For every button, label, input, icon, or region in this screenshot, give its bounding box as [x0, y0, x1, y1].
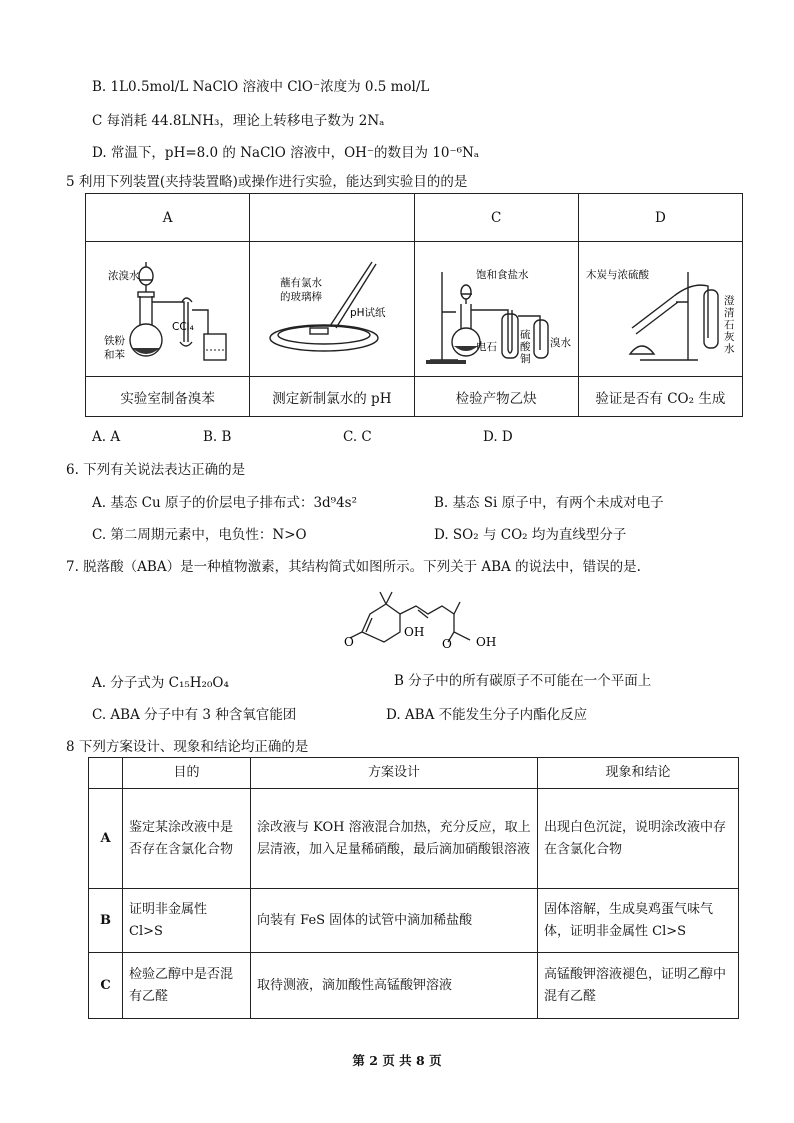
q4-option-c: C 每消耗 44.8LNH₃，理论上转移电子数为 2Nₐ — [92, 113, 385, 129]
q5-header-d: D — [578, 194, 742, 242]
aba-hydroxyl: OH — [404, 625, 425, 639]
aba-structure-diagram — [330, 580, 510, 652]
q7-option-c: C. ABA 分子中有 3 种含氧官能团 — [92, 707, 297, 723]
q5-figure-a — [86, 242, 250, 377]
q5-figure-b — [250, 242, 414, 377]
q8-table — [88, 757, 739, 1019]
q8-row-purpose: 检验乙醇中是否混有乙醛 — [123, 953, 251, 1019]
label-brine: 饱和食盐水 — [476, 269, 529, 281]
q7-stem: 7. 脱落酸（ABA）是一种植物激素，其结构简式如图所示。下列关于 ABA 的说法中，错误的是. — [66, 559, 641, 575]
label-cuso4-3: 铜 — [520, 353, 531, 365]
q5-apparatus-table — [85, 193, 743, 417]
q6-option-b: B. 基态 Si 原子中，有两个未成对电子 — [434, 495, 664, 511]
q7-option-a: A. 分子式为 C₁₅H₂₀O₄ — [92, 675, 229, 691]
q5-caption-c: 检验产物乙炔 — [414, 377, 578, 417]
q4-option-b: B. 1L0.5mol/L NaClO 溶液中 ClO⁻浓度为 0.5 mol/L — [92, 79, 430, 95]
table-row — [89, 789, 739, 889]
page-footer: 第 2 页 共 8 页 — [352, 1053, 442, 1068]
q5-option-b: B. B — [203, 429, 232, 445]
q5-caption-a: 实验室制备溴苯 — [86, 377, 250, 417]
q5-option-c: C. C — [343, 429, 372, 445]
q5-option-a: A. A — [92, 429, 121, 445]
label-carbide: 电石 — [476, 341, 498, 353]
q8-row-label: C — [89, 953, 123, 1019]
aba-carboxyl-oh: OH — [476, 635, 497, 649]
label-limewater-3: 石 — [724, 319, 735, 331]
q8-row-purpose: 证明非金属性 Cl>S — [123, 889, 251, 953]
label-carbon-acid: 木炭与浓硫酸 — [586, 269, 650, 281]
q5-caption-d: 验证是否有 CO₂ 生成 — [578, 377, 742, 417]
q8-header-purpose: 目的 — [123, 758, 251, 789]
label-bromine-water: 浓溴水 — [107, 270, 140, 282]
q8-row-label: A — [89, 789, 123, 889]
label-cuso4-1: 硫 — [520, 329, 531, 341]
q5-figure-d — [578, 242, 742, 377]
label-limewater-1: 澄 — [724, 295, 735, 307]
q8-header-blank — [89, 758, 123, 789]
q6-option-d: D. SO₂ 与 CO₂ 均为直线型分子 — [434, 527, 627, 543]
q6-option-a: A. 基态 Cu 原子的价层电子排布式：3d⁹4s² — [92, 495, 358, 511]
q5-caption-b: 测定新制氯水的 pH — [250, 377, 414, 417]
label-bromine-water-c: 溴水 — [550, 337, 572, 349]
q8-row-design: 取待测液，滴加酸性高锰酸钾溶液 — [251, 953, 538, 1019]
q4-option-d: D. 常温下，pH=8.0 的 NaClO 溶液中，OH⁻的数目为 10⁻⁶Nₐ — [92, 145, 480, 161]
label-limewater-2: 清 — [724, 307, 735, 319]
q5-header-a: A — [86, 194, 250, 242]
q8-header-result: 现象和结论 — [538, 758, 739, 789]
label-iron-benzene-1: 铁粉 — [103, 335, 125, 347]
q5-figure-c — [414, 242, 578, 377]
q8-row-purpose: 鉴定某涂改液中是否存在含氯化合物 — [123, 789, 251, 889]
label-ccl4: CCl₄ — [171, 321, 194, 333]
q5-header-b — [250, 194, 414, 242]
q8-row-label: B — [89, 889, 123, 953]
label-ph-paper: pH试纸 — [349, 307, 386, 319]
co2-test-apparatus-diagram — [580, 242, 740, 372]
q8-stem: 8 下列方案设计、现象和结论均正确的是 — [66, 739, 309, 755]
bromobenzene-apparatus-diagram — [88, 242, 248, 372]
label-iron-benzene-2: 和苯 — [103, 349, 125, 361]
q8-row-result: 固体溶解，生成臭鸡蛋气味气体，证明非金属性 Cl>S — [538, 889, 739, 953]
q5-header-c: C — [414, 194, 578, 242]
q5-stem: 5 利用下列装置(夹持装置略)或操作进行实验，能达到实验目的的是 — [66, 174, 468, 190]
q8-row-result: 出现白色沉淀，说明涂改液中存在含氯化合物 — [538, 789, 739, 889]
q5-option-d: D. D — [483, 429, 513, 445]
aba-ketone-o: O — [344, 635, 354, 649]
label-chlorine-rod-2: 的玻璃棒 — [279, 291, 322, 303]
acetylene-apparatus-diagram — [416, 242, 576, 372]
label-chlorine-rod-1: 蘸有氯水 — [279, 277, 322, 289]
aba-carbonyl-o: O — [442, 637, 452, 651]
q7-option-b: B 分子中的所有碳原子不可能在一个平面上 — [394, 673, 652, 689]
label-cuso4-2: 酸 — [520, 341, 531, 353]
table-row — [89, 953, 739, 1019]
label-limewater-4: 灰 — [724, 331, 735, 343]
q8-row-design: 向装有 FeS 固体的试管中滴加稀盐酸 — [251, 889, 538, 953]
table-row — [89, 889, 739, 953]
q6-option-c: C. 第二周期元素中，电负性：N>O — [92, 527, 307, 543]
q8-row-result: 高锰酸钾溶液褪色，证明乙醇中混有乙醛 — [538, 953, 739, 1019]
label-limewater-5: 水 — [724, 343, 735, 355]
q8-header-design: 方案设计 — [251, 758, 538, 789]
q6-stem: 6. 下列有关说法表达正确的是 — [66, 462, 246, 478]
ph-paper-diagram — [252, 242, 412, 372]
q8-row-design: 涂改液与 KOH 溶液混合加热，充分反应，取上层清液，加入足量稀硝酸，最后滴加硝酸银溶液 — [251, 789, 538, 889]
q7-option-d: D. ABA 不能发生分子内酯化反应 — [386, 707, 588, 723]
